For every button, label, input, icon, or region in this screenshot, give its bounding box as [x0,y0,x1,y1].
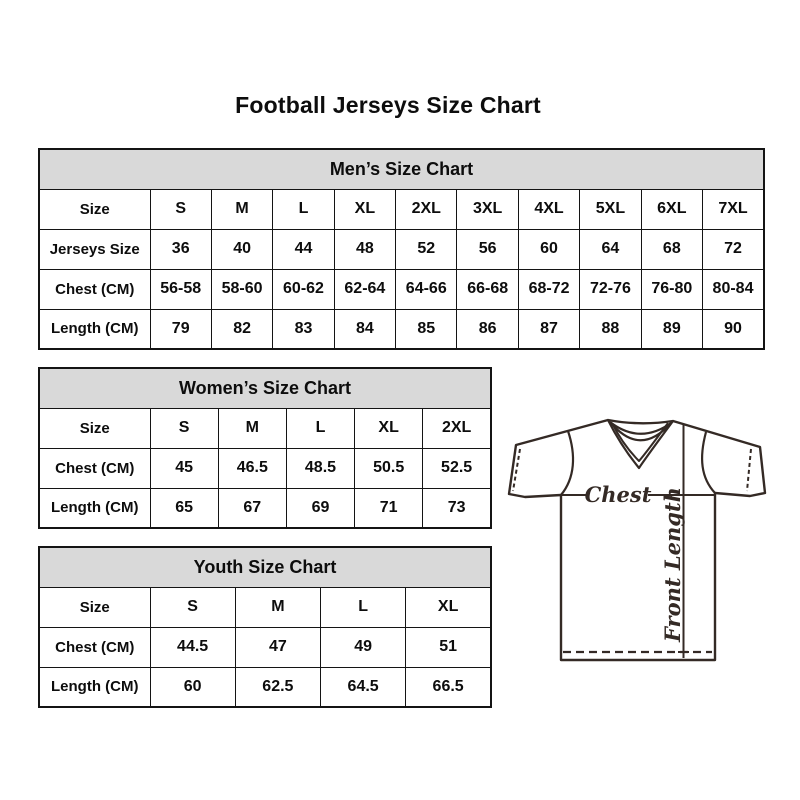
table-row [39,488,491,528]
size-value-cell: 68 [641,229,702,269]
size-value-cell: 86 [457,309,518,349]
size-value-cell: 80-84 [703,269,764,309]
size-value-cell: 72-76 [580,269,641,309]
mens-size-table [38,148,765,350]
table-row [39,309,764,349]
row-label: Length (CM) [39,309,150,349]
chest-label: Chest [584,482,652,507]
size-value-cell: 71 [355,488,423,528]
size-value-cell: 66-68 [457,269,518,309]
size-value-cell: M [218,408,286,448]
youth-table-title: Youth Size Chart [39,547,491,587]
size-value-cell: 48.5 [286,448,354,488]
table-header-row [39,368,491,408]
size-value-cell: 66.5 [406,667,491,707]
size-value-cell: 56 [457,229,518,269]
size-value-cell: 2XL [423,408,491,448]
jersey-measurement-diagram [500,400,780,680]
row-label: Length (CM) [39,488,150,528]
size-value-cell: 76-80 [641,269,702,309]
jersey-diagram-icon [500,400,780,680]
table-row [39,587,491,627]
youth-size-table [38,546,492,708]
row-label: Jerseys Size [39,229,150,269]
table-row [39,448,491,488]
size-value-cell: M [235,587,320,627]
size-value-cell: 7XL [703,189,764,229]
size-value-cell: S [150,189,211,229]
size-value-cell: 40 [211,229,272,269]
size-value-cell: 90 [703,309,764,349]
size-value-cell: 88 [580,309,641,349]
front-length-label: Front Length [660,487,685,642]
size-value-cell: 85 [396,309,457,349]
table-header-row [39,149,764,189]
size-value-cell: 47 [235,627,320,667]
row-label: Size [39,189,150,229]
size-value-cell: S [150,587,235,627]
size-value-cell: 46.5 [218,448,286,488]
size-value-cell: 73 [423,488,491,528]
size-value-cell: 36 [150,229,211,269]
size-value-cell: S [150,408,218,448]
size-value-cell: 64.5 [321,667,406,707]
size-value-cell: 65 [150,488,218,528]
row-label: Length (CM) [39,667,150,707]
table-row [39,269,764,309]
size-value-cell: 56-58 [150,269,211,309]
size-value-cell: 45 [150,448,218,488]
row-label: Size [39,587,150,627]
size-value-cell: 48 [334,229,395,269]
size-value-cell: 68-72 [518,269,579,309]
size-value-cell: 69 [286,488,354,528]
size-value-cell: XL [334,189,395,229]
size-value-cell: 3XL [457,189,518,229]
size-value-cell: 64-66 [396,269,457,309]
table-row [39,667,491,707]
size-value-cell: 50.5 [355,448,423,488]
size-value-cell: 4XL [518,189,579,229]
page-title: Football Jerseys Size Chart [235,92,541,118]
size-value-cell: L [321,587,406,627]
mens-table-title: Men’s Size Chart [39,149,764,189]
table-row [39,627,491,667]
size-value-cell: 44.5 [150,627,235,667]
row-label: Chest (CM) [39,448,150,488]
size-value-cell: 62.5 [235,667,320,707]
size-value-cell: 60-62 [273,269,334,309]
row-label: Size [39,408,150,448]
size-value-cell: 51 [406,627,491,667]
size-value-cell: 62-64 [334,269,395,309]
size-value-cell: XL [406,587,491,627]
size-value-cell: 72 [703,229,764,269]
size-value-cell: L [286,408,354,448]
jersey-outline [509,420,765,660]
row-label: Chest (CM) [39,627,150,667]
size-value-cell: 60 [150,667,235,707]
size-value-cell: 52.5 [423,448,491,488]
table-row [39,189,764,229]
size-value-cell: 58-60 [211,269,272,309]
table-header-row [39,547,491,587]
womens-table-title: Women’s Size Chart [39,368,491,408]
size-value-cell: M [211,189,272,229]
row-label: Chest (CM) [39,269,150,309]
size-value-cell: 52 [396,229,457,269]
womens-size-table [38,367,492,529]
size-value-cell: 84 [334,309,395,349]
size-value-cell: 83 [273,309,334,349]
size-value-cell: 79 [150,309,211,349]
size-value-cell: 60 [518,229,579,269]
size-value-cell: L [273,189,334,229]
table-row [39,229,764,269]
size-value-cell: 44 [273,229,334,269]
size-value-cell: XL [355,408,423,448]
size-value-cell: 67 [218,488,286,528]
size-value-cell: 87 [518,309,579,349]
size-value-cell: 5XL [580,189,641,229]
size-value-cell: 64 [580,229,641,269]
size-value-cell: 49 [321,627,406,667]
size-value-cell: 89 [641,309,702,349]
table-row [39,408,491,448]
size-value-cell: 2XL [396,189,457,229]
size-value-cell: 6XL [641,189,702,229]
size-value-cell: 82 [211,309,272,349]
